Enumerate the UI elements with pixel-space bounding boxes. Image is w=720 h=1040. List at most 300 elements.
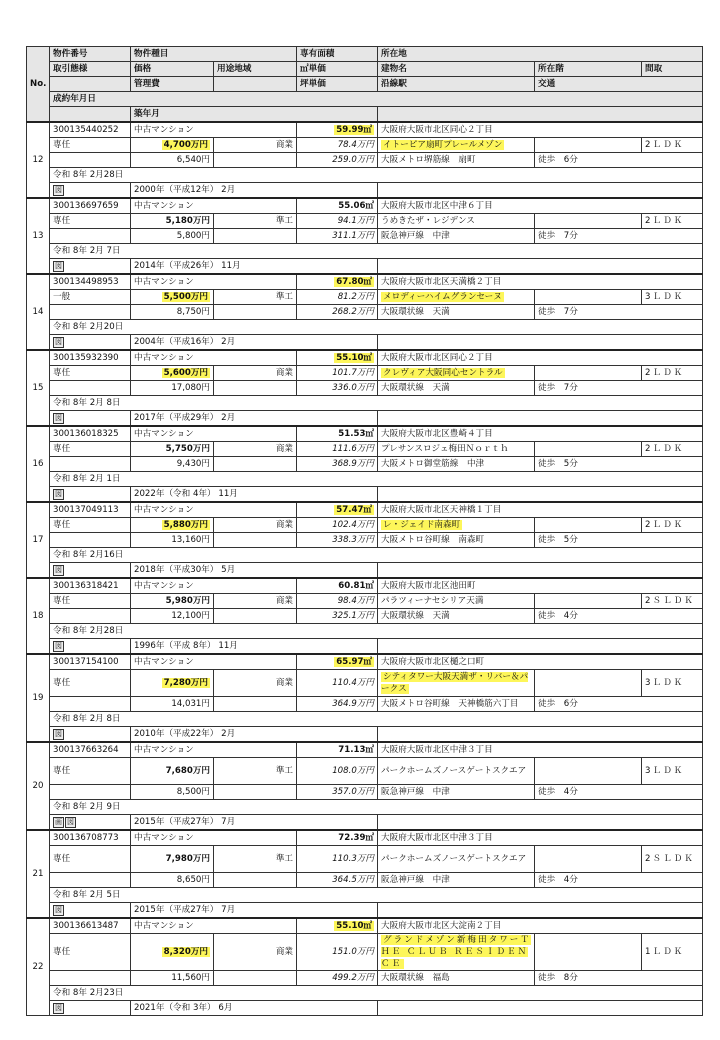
record-row <box>27 153 703 168</box>
record-row <box>27 934 703 971</box>
area-highlighted: 55.10㎡ <box>336 352 373 363</box>
header-building: 建物名 <box>378 62 535 77</box>
blank-cell <box>214 873 297 888</box>
record-row <box>27 487 703 503</box>
building-name: パラツィーナセシリア天満 <box>378 594 535 609</box>
building-name: プレサンスロジェ梅田Ｎｏｒｔｈ <box>378 442 535 457</box>
record-row <box>27 888 703 903</box>
deal-type: 専任 <box>50 214 131 229</box>
floor <box>535 518 642 533</box>
layout: 2ＬＤＫ <box>642 442 703 457</box>
floor <box>535 366 642 381</box>
built-date: 2017年（平成29年） 2月 <box>131 411 378 427</box>
floor <box>535 290 642 305</box>
price-highlighted: 5,880万円 <box>163 519 208 530</box>
access: 徒歩 7分 <box>535 229 703 244</box>
record-row <box>27 578 703 594</box>
record-no: 22 <box>27 918 50 1016</box>
record-row <box>27 259 703 275</box>
floorplan-icons <box>50 639 131 655</box>
layout: 3ＬＤＫ <box>642 290 703 305</box>
record-row <box>27 274 703 290</box>
contract-date: 令和 8年 2月23日 <box>50 986 703 1001</box>
blank-cell <box>378 639 703 655</box>
access: 徒歩 7分 <box>535 305 703 320</box>
record-row <box>27 903 703 919</box>
record-row <box>27 742 703 758</box>
built-date: 2021年（令和 3年） 6月 <box>131 1001 378 1016</box>
tsubo-price: 311.1万円 <box>297 229 378 244</box>
sqm-price: 98.4万円 <box>297 594 378 609</box>
header-layout: 間取 <box>642 62 703 77</box>
management-fee: 17,080円 <box>131 381 214 396</box>
address: 大阪府大阪市北区池田町 <box>378 578 703 594</box>
area: 55.06㎡ <box>297 198 378 214</box>
built-date: 2018年（平成30年） 5月 <box>131 563 378 579</box>
property-number: 300136018325 <box>50 426 131 442</box>
record-row <box>27 697 703 712</box>
area: 71.13㎡ <box>297 742 378 758</box>
price-highlighted: 7,280万円 <box>163 677 208 688</box>
floorplan-icon[interactable]: 図 <box>55 905 62 914</box>
building-name: うめきたザ・レジデンス <box>378 214 535 229</box>
area <box>297 274 378 290</box>
property-type: 中古マンション <box>131 830 297 846</box>
zoning: 商業 <box>214 442 297 457</box>
price: 5,180万円 <box>131 214 214 229</box>
header-sqm-price: ㎡単価 <box>297 62 378 77</box>
property-type: 中古マンション <box>131 578 297 594</box>
blank-cell <box>50 153 131 168</box>
blank-cell <box>378 727 703 743</box>
floorplan-icon[interactable]: 図 <box>55 565 62 574</box>
zoning: 準工 <box>214 214 297 229</box>
station: 阪急神戸線 中津 <box>378 785 535 800</box>
area <box>297 654 378 670</box>
building-name-highlighted: イトーピア扇町プレールメゾン <box>383 139 503 150</box>
record-row <box>27 1001 703 1016</box>
floorplan-icons <box>50 487 131 503</box>
blank-cell <box>214 533 297 548</box>
floorplan-icons <box>50 815 131 831</box>
price <box>131 670 214 697</box>
area-highlighted: 65.97㎡ <box>336 656 373 667</box>
station: 大阪環状線 天満 <box>378 381 535 396</box>
header-access: 交通 <box>535 77 703 92</box>
area-highlighted: 55.10㎡ <box>336 920 373 931</box>
building-name-highlighted: メロディーハイムグランセーヌ <box>383 291 502 302</box>
record-no: 20 <box>27 742 50 830</box>
tsubo-price: 368.9万円 <box>297 457 378 472</box>
access: 徒歩 5分 <box>535 457 703 472</box>
header-blank <box>378 107 703 123</box>
management-fee: 13,160円 <box>131 533 214 548</box>
deal-type: 専任 <box>50 442 131 457</box>
record-row <box>27 198 703 214</box>
table-body <box>27 122 703 1016</box>
transaction-table <box>26 46 703 1016</box>
floorplan-icon[interactable]: 図 <box>55 641 62 650</box>
property-number: 300137049113 <box>50 502 131 518</box>
floorplan-icon[interactable]: 図 <box>67 817 74 826</box>
tsubo-price: 364.5万円 <box>297 873 378 888</box>
address: 大阪府大阪市北区同心２丁目 <box>378 122 703 138</box>
building-name-highlighted: シティタワー大阪天満ザ・リバー＆パークス <box>381 672 529 694</box>
deal-type: 専任 <box>50 594 131 609</box>
floorplan-icon[interactable]: 図 <box>55 1003 62 1012</box>
station: 大阪環状線 天満 <box>378 609 535 624</box>
sqm-price: 110.4万円 <box>297 670 378 697</box>
blank-cell <box>378 487 703 503</box>
management-fee: 9,430円 <box>131 457 214 472</box>
sqm-price: 78.4万円 <box>297 138 378 153</box>
header-fee: 管理費 <box>131 77 214 92</box>
blank-cell <box>50 873 131 888</box>
record-row <box>27 457 703 472</box>
area-highlighted: 57.47㎡ <box>336 504 373 515</box>
record-row <box>27 381 703 396</box>
station: 大阪環状線 天満 <box>378 305 535 320</box>
layout: 2ＬＤＫ <box>642 366 703 381</box>
record-row <box>27 335 703 351</box>
record-row <box>27 168 703 183</box>
record-row <box>27 986 703 1001</box>
sqm-price: 108.0万円 <box>297 758 378 785</box>
building-name <box>378 290 535 305</box>
record-no: 21 <box>27 830 50 918</box>
floor <box>535 758 642 785</box>
address: 大阪府大阪市北区大淀南２丁目 <box>378 918 703 934</box>
blank-cell <box>214 305 297 320</box>
record-row <box>27 624 703 639</box>
sqm-price: 94.1万円 <box>297 214 378 229</box>
header-blank <box>50 107 131 123</box>
blank-cell <box>50 533 131 548</box>
floorplan-icons <box>50 563 131 579</box>
access: 徒歩 4分 <box>535 785 703 800</box>
built-date: 2015年（平成27年） 7月 <box>131 903 378 919</box>
sqm-price: 151.0万円 <box>297 934 378 971</box>
floorplan-icon[interactable]: 図 <box>55 729 62 738</box>
price: 7,980万円 <box>131 846 214 873</box>
contract-date: 令和 8年 2月 7日 <box>50 244 703 259</box>
header-deal-type: 取引態様 <box>50 62 131 77</box>
area: 60.81㎡ <box>297 578 378 594</box>
header-no: No. <box>27 47 50 123</box>
blank-cell <box>214 697 297 712</box>
floorplan-icons <box>50 335 131 351</box>
station: 大阪メトロ谷町線 天神橋筋六丁目 <box>378 697 535 712</box>
floorplan-icons <box>50 1001 131 1016</box>
property-type: 中古マンション <box>131 502 297 518</box>
record-row <box>27 918 703 934</box>
area <box>297 350 378 366</box>
price-highlighted: 5,500万円 <box>163 291 208 302</box>
access: 徒歩 6分 <box>535 697 703 712</box>
record-row <box>27 830 703 846</box>
floor <box>535 846 642 873</box>
building-name-highlighted: レ・ジェイド南森町 <box>383 519 461 530</box>
blank-cell <box>50 381 131 396</box>
built-date: 2004年（平成16年） 2月 <box>131 335 378 351</box>
record-row <box>27 609 703 624</box>
built-date: 2010年（平成22年） 2月 <box>131 727 378 743</box>
sqm-price: 101.7万円 <box>297 366 378 381</box>
blank-cell <box>214 381 297 396</box>
blank-cell <box>378 411 703 427</box>
price-highlighted: 8,320万円 <box>163 946 208 957</box>
zoning: 商業 <box>214 670 297 697</box>
management-fee: 14,031円 <box>131 697 214 712</box>
price: 7,680万円 <box>131 758 214 785</box>
access: 徒歩 6分 <box>535 153 703 168</box>
record-row <box>27 873 703 888</box>
address: 大阪府大阪市北区同心２丁目 <box>378 350 703 366</box>
record-row <box>27 290 703 305</box>
price: 5,980万円 <box>131 594 214 609</box>
property-type: 中古マンション <box>131 350 297 366</box>
built-date: 2014年（平成26年） 11月 <box>131 259 378 275</box>
record-row <box>27 846 703 873</box>
deal-type: 一般 <box>50 290 131 305</box>
blank-cell <box>214 457 297 472</box>
deal-type: 専任 <box>50 670 131 697</box>
property-type: 中古マンション <box>131 274 297 290</box>
area-highlighted: 67.80㎡ <box>336 276 373 287</box>
header-price: 価格 <box>131 62 214 77</box>
access: 徒歩 7分 <box>535 381 703 396</box>
blank-cell <box>214 153 297 168</box>
built-date: 2015年（平成27年） 7月 <box>131 815 378 831</box>
zoning: 準工 <box>214 758 297 785</box>
access: 徒歩 4分 <box>535 609 703 624</box>
floor <box>535 138 642 153</box>
header-floor: 所在階 <box>535 62 642 77</box>
contract-date: 令和 8年 2月20日 <box>50 320 703 335</box>
management-fee: 11,560円 <box>131 971 214 986</box>
deal-type: 専任 <box>50 518 131 533</box>
sqm-price: 102.4万円 <box>297 518 378 533</box>
photo-icon[interactable]: 画 <box>55 817 62 826</box>
header-address: 所在地 <box>378 47 703 62</box>
record-row <box>27 712 703 727</box>
floorplan-icon[interactable]: 図 <box>55 185 62 194</box>
price-highlighted: 5,600万円 <box>163 367 208 378</box>
record-row <box>27 214 703 229</box>
blank-cell <box>378 903 703 919</box>
record-row <box>27 815 703 831</box>
building-name-highlighted: クレヴィア大阪同心セントラル <box>383 367 503 378</box>
record-row <box>27 229 703 244</box>
table-header <box>27 47 703 123</box>
property-type: 中古マンション <box>131 122 297 138</box>
floor <box>535 670 642 697</box>
record-no: 17 <box>27 502 50 578</box>
access: 徒歩 5分 <box>535 533 703 548</box>
zoning: 商業 <box>214 518 297 533</box>
blank-cell <box>214 229 297 244</box>
blank-cell <box>50 457 131 472</box>
contract-date: 令和 8年 2月 8日 <box>50 396 703 411</box>
layout: 2ＬＤＫ <box>642 518 703 533</box>
floorplan-icons <box>50 903 131 919</box>
blank-cell <box>50 785 131 800</box>
built-date: 2022年（令和 4年） 11月 <box>131 487 378 503</box>
property-type: 中古マンション <box>131 742 297 758</box>
header-station: 沿線駅 <box>378 77 535 92</box>
deal-type: 専任 <box>50 934 131 971</box>
floorplan-icon[interactable]: 図 <box>55 337 62 346</box>
building-name: パークホームズノースゲートスクエア <box>378 758 535 785</box>
record-row <box>27 670 703 697</box>
layout: 3ＬＤＫ <box>642 670 703 697</box>
header-built: 築年月 <box>131 107 378 123</box>
blank-cell <box>378 815 703 831</box>
record-row <box>27 518 703 533</box>
property-type: 中古マンション <box>131 654 297 670</box>
record-row <box>27 594 703 609</box>
area <box>297 122 378 138</box>
management-fee: 8,750円 <box>131 305 214 320</box>
floor <box>535 442 642 457</box>
contract-date: 令和 8年 2月16日 <box>50 548 703 563</box>
built-date: 2000年（平成12年） 2月 <box>131 183 378 199</box>
station: 大阪メトロ御堂筋線 中津 <box>378 457 535 472</box>
tsubo-price: 259.0万円 <box>297 153 378 168</box>
record-row <box>27 305 703 320</box>
property-type: 中古マンション <box>131 918 297 934</box>
header-tsubo-price: 坪単価 <box>297 77 378 92</box>
area <box>297 502 378 518</box>
property-number: 300135932390 <box>50 350 131 366</box>
tsubo-price: 499.2万円 <box>297 971 378 986</box>
blank-cell <box>378 183 703 199</box>
blank-cell <box>50 697 131 712</box>
record-row <box>27 785 703 800</box>
record-row <box>27 563 703 579</box>
floorplan-icon[interactable]: 図 <box>55 489 62 498</box>
building-name-highlighted: グランドメゾン新梅田タワーＴＨＥ ＣＬＵＢ ＲＥＳＩＤＥＮＣＥ <box>381 935 531 969</box>
property-number: 300136613487 <box>50 918 131 934</box>
property-number: 300136697659 <box>50 198 131 214</box>
management-fee: 8,500円 <box>131 785 214 800</box>
station: 大阪メトロ堺筋線 扇町 <box>378 153 535 168</box>
management-fee: 5,800円 <box>131 229 214 244</box>
contract-date: 令和 8年 2月 5日 <box>50 888 703 903</box>
record-row <box>27 366 703 381</box>
record-row <box>27 183 703 199</box>
property-number: 300134498953 <box>50 274 131 290</box>
record-row <box>27 244 703 259</box>
address: 大阪府大阪市北区豊崎４丁目 <box>378 426 703 442</box>
property-type: 中古マンション <box>131 198 297 214</box>
deal-type: 専任 <box>50 138 131 153</box>
property-number: 300137663264 <box>50 742 131 758</box>
floorplan-icons <box>50 727 131 743</box>
record-row <box>27 654 703 670</box>
building-name <box>378 670 535 697</box>
zoning: 商業 <box>214 138 297 153</box>
building-name <box>378 518 535 533</box>
area: 51.53㎡ <box>297 426 378 442</box>
layout: 2ＳＬＤＫ <box>642 846 703 873</box>
record-row <box>27 442 703 457</box>
record-row <box>27 502 703 518</box>
floor <box>535 594 642 609</box>
record-row <box>27 472 703 487</box>
header-zoning: 用途地域 <box>214 62 297 77</box>
property-number: 300136708773 <box>50 830 131 846</box>
station: 阪急神戸線 中津 <box>378 229 535 244</box>
record-no: 15 <box>27 350 50 426</box>
floorplan-icon[interactable]: 図 <box>55 413 62 422</box>
tsubo-price: 357.0万円 <box>297 785 378 800</box>
record-no: 12 <box>27 122 50 198</box>
record-no: 13 <box>27 198 50 274</box>
record-no: 18 <box>27 578 50 654</box>
zoning: 準工 <box>214 290 297 305</box>
floorplan-icons <box>50 183 131 199</box>
address: 大阪府大阪市北区中津３丁目 <box>378 830 703 846</box>
blank-cell <box>214 971 297 986</box>
layout: 1ＬＤＫ <box>642 934 703 971</box>
built-date: 1996年（平成 8年） 11月 <box>131 639 378 655</box>
record-row <box>27 639 703 655</box>
blank-cell <box>50 971 131 986</box>
tsubo-price: 325.1万円 <box>297 609 378 624</box>
address: 大阪府大阪市北区中津６丁目 <box>378 198 703 214</box>
blank-cell <box>378 259 703 275</box>
layout: 2ＬＤＫ <box>642 138 703 153</box>
blank-cell <box>214 609 297 624</box>
blank-cell <box>50 229 131 244</box>
address: 大阪府大阪市北区天満橋２丁目 <box>378 274 703 290</box>
record-row <box>27 533 703 548</box>
header-area: 専有面積 <box>297 47 378 62</box>
price: 5,750万円 <box>131 442 214 457</box>
property-number: 300135440252 <box>50 122 131 138</box>
floorplan-icons <box>50 411 131 427</box>
record-row <box>27 138 703 153</box>
tsubo-price: 364.9万円 <box>297 697 378 712</box>
zoning: 商業 <box>214 366 297 381</box>
address: 大阪府大阪市北区中津３丁目 <box>378 742 703 758</box>
deal-type: 専任 <box>50 846 131 873</box>
floor <box>535 934 642 971</box>
building-name <box>378 138 535 153</box>
header-property-number: 物件番号 <box>50 47 131 62</box>
record-row <box>27 396 703 411</box>
contract-date: 令和 8年 2月 1日 <box>50 472 703 487</box>
record-row <box>27 122 703 138</box>
contract-date: 令和 8年 2月28日 <box>50 624 703 639</box>
blank-cell <box>50 305 131 320</box>
floorplan-icon[interactable]: 図 <box>55 261 62 270</box>
record-row <box>27 548 703 563</box>
property-type: 中古マンション <box>131 426 297 442</box>
management-fee: 6,540円 <box>131 153 214 168</box>
area: 72.39㎡ <box>297 830 378 846</box>
blank-cell <box>378 1001 703 1016</box>
price <box>131 934 214 971</box>
floorplan-icons <box>50 259 131 275</box>
tsubo-price: 336.0万円 <box>297 381 378 396</box>
record-row <box>27 350 703 366</box>
record-row <box>27 758 703 785</box>
header-blank <box>50 77 131 92</box>
layout: 3ＬＤＫ <box>642 758 703 785</box>
blank-cell <box>378 335 703 351</box>
